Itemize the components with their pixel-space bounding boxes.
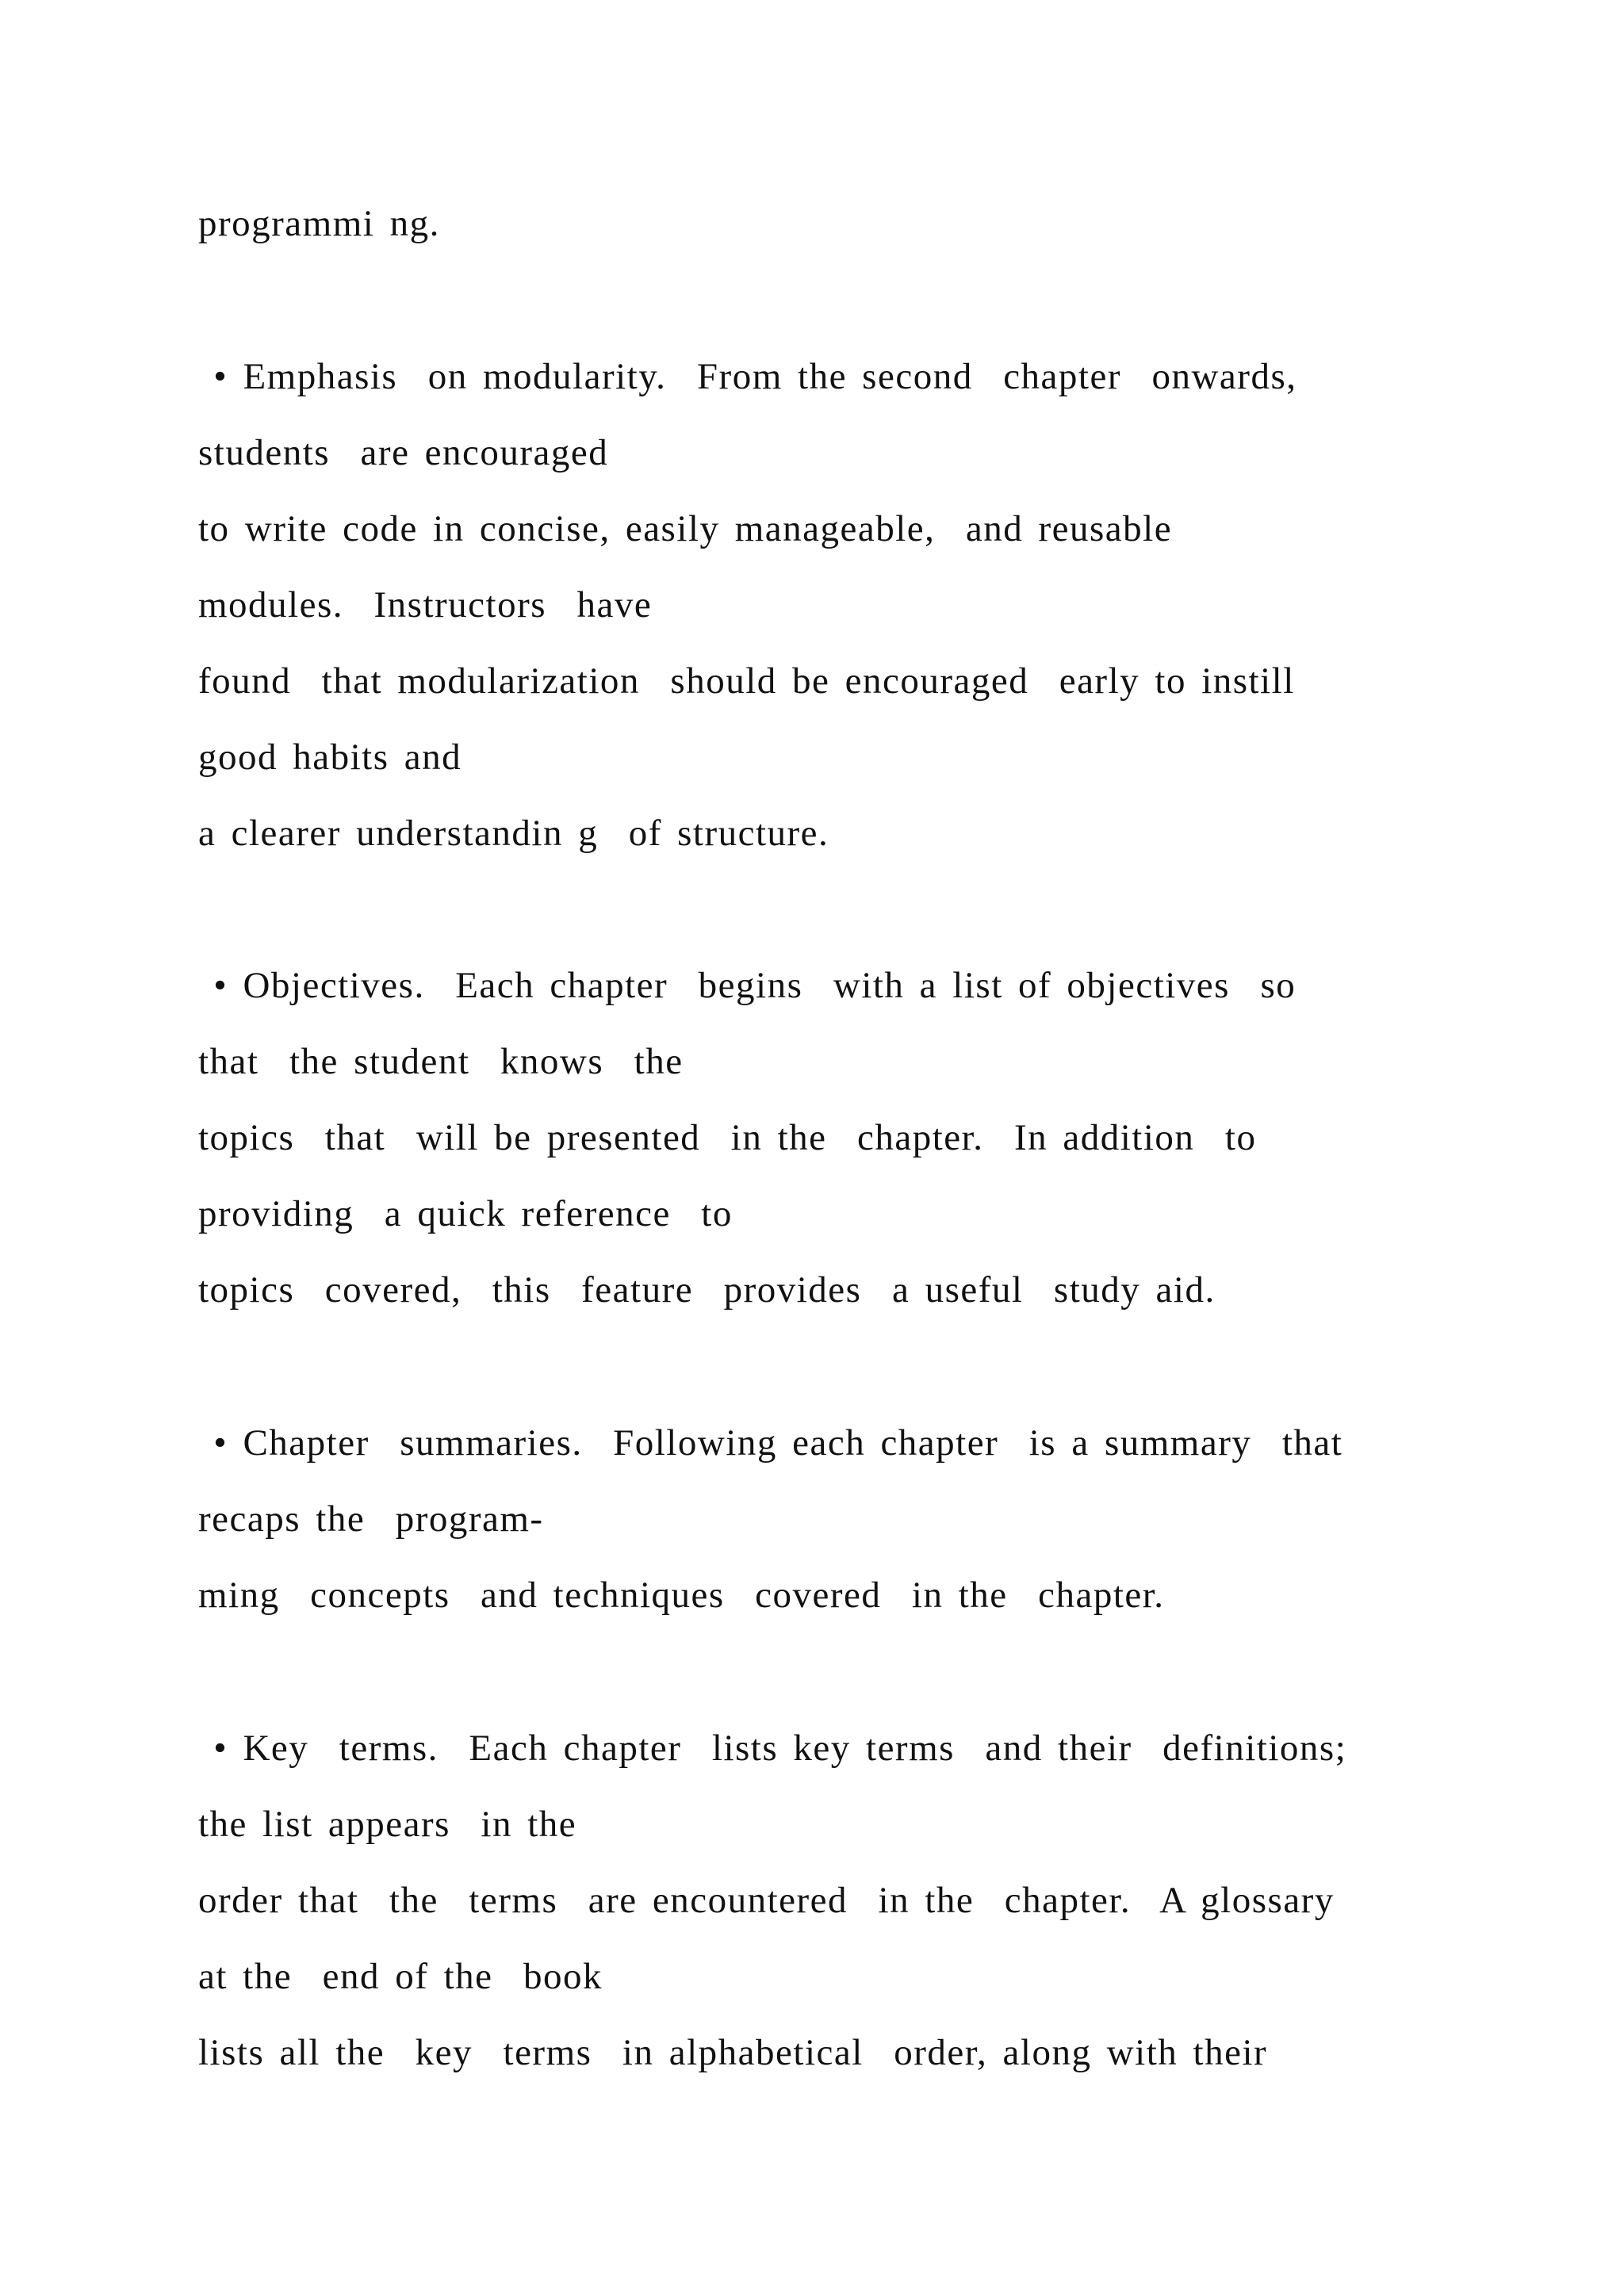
text-line: that the student knows the [198,1041,684,1082]
text-line: providing a quick reference to [198,1193,733,1234]
text-line: good habits and [198,737,462,778]
text-line: topics that will be presented in the chapter. In addition to [198,1117,1257,1158]
bullet-summaries-line: • Chapter summaries. Following each chapter is a summary that [198,1422,1343,1464]
text-line: found that modularization should be encouraged early to instill [198,660,1295,702]
text-line: at the end of the book [198,1956,603,1997]
text-line: lists all the key terms in alphabetical order, along with their [198,2032,1268,2073]
text-line: order that the terms are encountered in the chapter. A glossary [198,1880,1335,1921]
text-line: ming concepts and techniques covered in the chapter. [198,1575,1165,1616]
bullet-modularity-line: • Emphasis on modularity. From the second chapter onwards, [198,356,1297,397]
text-line: programmi ng. [198,203,440,244]
bullet-objectives-line: • Objectives. Each chapter begins with a list of objectives so [198,965,1297,1006]
text-line: topics covered, this feature provides a useful study aid. [198,1269,1216,1311]
text-line: recaps the program- [198,1498,544,1540]
text-line: the list appears in the [198,1804,577,1845]
text-line: students are encouraged [198,432,609,473]
bullet-key-terms-line: • Key terms. Each chapter lists key terms and their definitions; [198,1728,1347,1769]
text-line: a clearer understandin g of structure. [198,813,829,854]
text-line: modules. Instructors have [198,584,653,626]
text-line: to write code in concise, easily manageable, and reusable [198,508,1173,549]
